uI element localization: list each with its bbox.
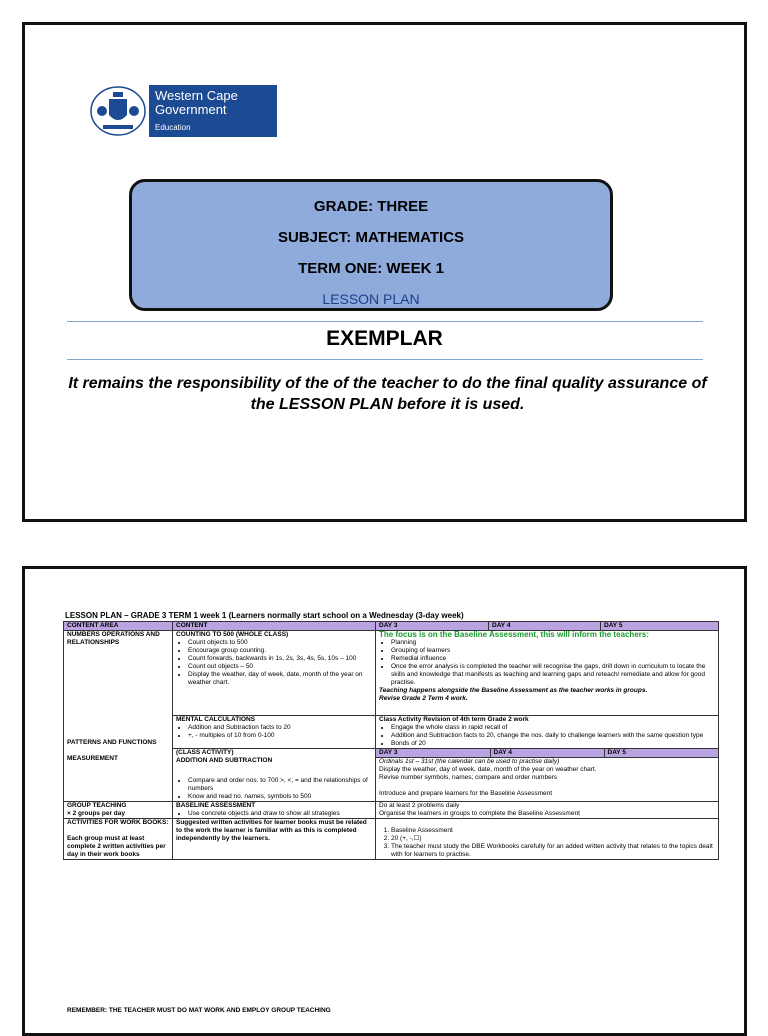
- list-item: • Addition and Subtraction facts to 20: [188, 724, 372, 732]
- class-activity-heading: Class Activity Revision of 4th term Grade 2 work: [379, 716, 529, 723]
- addsub-list: [176, 777, 372, 801]
- area-patterns: PATTERNS AND FUNCTIONS: [67, 739, 157, 746]
- written-activities-cell: [376, 819, 719, 860]
- day-detail-text: [376, 758, 718, 799]
- class-activity-cell: [376, 716, 719, 749]
- list-item: • Use concrete objects and draw to show all strategies: [188, 810, 372, 818]
- table-row: [64, 819, 719, 860]
- focus-list: [379, 639, 715, 687]
- suggested-cell: [173, 819, 376, 860]
- counting-title: COUNTING TO 500 (WHOLE CLASS): [176, 631, 289, 638]
- table-row: [64, 631, 719, 716]
- class-activity-label: (CLASS ACTIVITY): [176, 749, 234, 756]
- title-box: [129, 179, 613, 311]
- logo-text-line3: Education: [155, 123, 191, 132]
- mental-list: [176, 724, 372, 740]
- baseline-title: BASELINE ASSESSMENT: [176, 802, 256, 809]
- day-detail-cell: [376, 749, 719, 802]
- mental-title: MENTAL CALCULATIONS: [176, 716, 256, 723]
- list-item: • Display the weather, day of week, date, month of the year on weather chart.: [188, 671, 372, 687]
- list-item: 2. 20 (+, -,☐): [391, 835, 715, 843]
- organise-line: Organise the learners in groups to complete the Baseline Assessment: [379, 810, 580, 817]
- do-line: Do at least 2 problems daily: [379, 802, 460, 809]
- divider-top: [67, 321, 703, 322]
- addsub-title: ADDITION AND SUBTRACTION: [176, 757, 273, 764]
- day-subtable: [376, 749, 718, 798]
- exemplar-heading: EXEMPLAR: [326, 327, 443, 350]
- day-header-row: [376, 749, 718, 758]
- header-day3: DAY 3: [376, 622, 489, 631]
- suggested-text: Suggested written activities for learner books must be related to the work the learner is familiar with as this is completed independently by the learners.: [176, 819, 367, 842]
- class-activity-list: [379, 724, 715, 748]
- list-item: • Count forwards, backwards in 1s, 2s, 3s, 4s, 5s, 10s – 100: [188, 655, 372, 663]
- focus-bold-1: Teaching happens alongside the Baseline Assessment as the teacher works in groups.: [379, 687, 648, 694]
- list-item: • Engage the whole class in rapid recall of: [391, 724, 715, 732]
- table-row: [64, 802, 719, 819]
- logo-band: [149, 85, 277, 137]
- list-item: • Know and read no. names, symbols to 500: [188, 793, 372, 801]
- revise-line: Revise number symbols, names; compare and order numbers: [379, 774, 558, 781]
- header-content-area: CONTENT AREA: [64, 622, 173, 631]
- written-list: [379, 827, 715, 859]
- list-item: • +, - multiples of 10 from 0-100: [188, 732, 372, 740]
- list-item: • Encourage group counting.: [188, 647, 372, 655]
- group-detail-cell: [376, 802, 719, 819]
- list-item: • Addition and Subtraction facts to 20, change the nos. daily to challenge learners with the same question type: [391, 732, 715, 740]
- area-measurement: MEASUREMENT: [67, 755, 118, 762]
- sub-header-day3: DAY 3: [376, 749, 490, 758]
- remember-note: REMEMBER: THE TEACHER MUST DO MAT WORK AND EMPLOY GROUP TEACHING: [67, 1007, 331, 1014]
- addsub-cell: [173, 749, 376, 802]
- ordinals-line: Ordinals 1st – 31st (the calendar can be used to practise daily): [379, 758, 560, 765]
- focus-heading: The focus is on the Baseline Assessment, this will inform the teachers:: [379, 630, 649, 639]
- grade-label: GRADE: THREE: [313, 198, 429, 215]
- lesson-plan-title: LESSON PLAN – GRADE 3 TERM 1 week 1 (Learners normally start school on a Wednesday (3-day week): [65, 611, 464, 620]
- mental-cell: [173, 716, 376, 749]
- group-teaching-sub: × 2 groups per day: [67, 810, 125, 817]
- header-day5: DAY 5: [601, 622, 719, 631]
- area-numbers: NUMBERS OPERATIONS AND RELATIONSHIPS: [67, 631, 160, 646]
- list-item: • Planning: [391, 639, 715, 647]
- list-item: • Compare and order nos. to 700 >, <, = and the relationships of numbers: [188, 777, 372, 793]
- coat-of-arms-icon: [89, 85, 147, 137]
- lesson-plan-label: LESSON PLAN: [322, 291, 420, 307]
- lesson-plan-table: [63, 621, 719, 860]
- term-label: TERM ONE: WEEK 1: [298, 260, 444, 277]
- list-item: • Once the error analysis is completed the teacher will recognise the gaps, drill down in curriculum to locate the skills and knowledge that manifests as teaching and learning gaps and reteach/ remediate and allow for good practise.: [391, 663, 715, 687]
- weather-line: Display the weather, day of week, date, month of the year on weather chart.: [379, 766, 597, 773]
- list-item: 3. The teacher must study the DBE Workbooks carefully for an added written activity that relates to the topics dealt with for learners to practise.: [391, 843, 715, 859]
- logo-text-line2: Government: [155, 102, 227, 117]
- responsibility-note: It remains the responsibility of the of the teacher to do the final quality assurance of the LESSON PLAN before it is used.: [68, 375, 707, 413]
- list-item: 1. Baseline Assessment: [391, 827, 715, 835]
- focus-bold-2: Revise Grade 2 Term 4 work.: [379, 695, 468, 702]
- logo-text-line1: Western Cape: [155, 88, 238, 103]
- group-teaching-label: GROUP TEACHING: [67, 802, 127, 809]
- content-area-cell: [64, 631, 173, 802]
- introduce-line: Introduce and prepare learners for the Baseline Assessment: [379, 790, 553, 797]
- counting-cell: [173, 631, 376, 716]
- activities-cell: [64, 819, 173, 860]
- subject-label: SUBJECT: MATHEMATICS: [277, 229, 465, 246]
- government-logo: [89, 85, 277, 137]
- counting-list: [176, 639, 372, 687]
- list-item: • Remedial influence: [391, 655, 715, 663]
- cover-page: [22, 22, 747, 522]
- focus-cell: [376, 631, 719, 716]
- day-detail-row: [376, 758, 718, 799]
- lesson-plan-page: [22, 566, 747, 1036]
- baseline-cell: [173, 802, 376, 819]
- list-item: • Bonds of 20: [391, 740, 715, 748]
- sub-header-day5: DAY 5: [604, 749, 718, 758]
- group-teaching-cell: [64, 802, 173, 819]
- list-item: • Count objects to 500: [188, 639, 372, 647]
- activities-body: Each group must at least complete 2 written activities per day in their work books: [67, 835, 166, 858]
- sub-header-day4: DAY 4: [490, 749, 604, 758]
- header-content: CONTENT: [173, 622, 376, 631]
- divider-bottom: [67, 359, 703, 360]
- list-item: • Grouping of learners: [391, 647, 715, 655]
- header-day4: DAY 4: [489, 622, 601, 631]
- list-item: • Count out objects – 50: [188, 663, 372, 671]
- baseline-list: [176, 810, 372, 818]
- activities-title: ACTIVITIES FOR WORK BOOKS:: [67, 819, 169, 826]
